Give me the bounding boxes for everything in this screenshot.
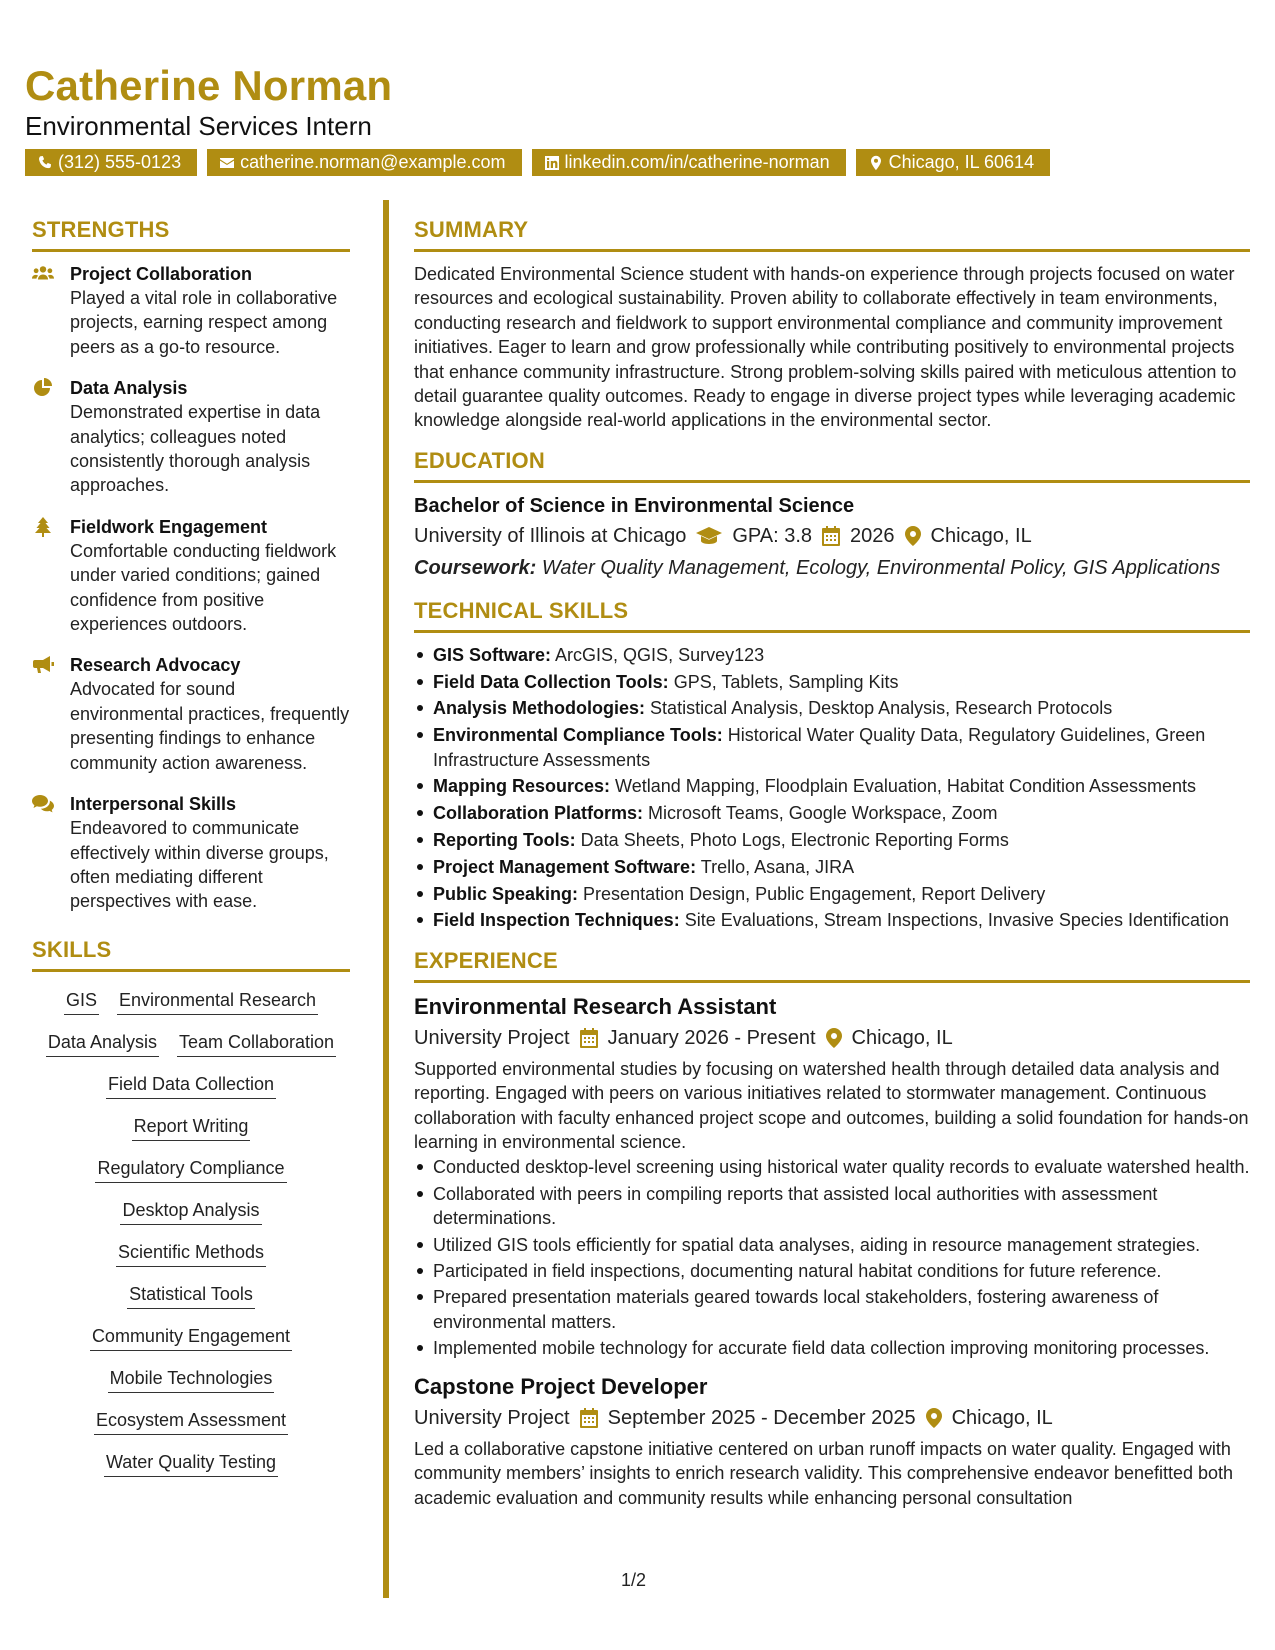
summary-heading: SUMMARY bbox=[414, 216, 1250, 252]
left-column bbox=[32, 216, 350, 1477]
degree-title: Bachelor of Science in Environmental Science bbox=[414, 494, 855, 517]
strength-item bbox=[32, 376, 350, 498]
tech-skill-value: Wetland Mapping, Floodplain Evaluation, Habitat Condition Assessments bbox=[615, 776, 1197, 797]
job-dates: September 2025 - December 2025 bbox=[607, 1406, 916, 1429]
strength-title: Project Collaboration bbox=[70, 264, 253, 284]
technical-skills-heading: TECHNICAL SKILLS bbox=[414, 597, 1250, 633]
list-item bbox=[414, 908, 1250, 932]
tech-skill-label: Project Management Software: bbox=[433, 856, 697, 877]
graduation-cap-icon bbox=[696, 526, 722, 546]
list-item: Conducted desktop-level screening using historical water quality records to evaluate watershed health. bbox=[414, 1155, 1250, 1179]
chat-bubbles-icon bbox=[32, 794, 54, 814]
job-meta bbox=[414, 1023, 1250, 1053]
skill-tag: Scientific Methods bbox=[116, 1240, 266, 1267]
job-meta bbox=[414, 1403, 1250, 1433]
skills-list bbox=[32, 984, 350, 1477]
skill-tag: Field Data Collection bbox=[106, 1072, 276, 1099]
pie-chart-icon bbox=[32, 378, 54, 398]
tech-skill-label: Analysis Methodologies: bbox=[433, 698, 646, 719]
strength-item bbox=[32, 262, 350, 359]
strength-item bbox=[32, 515, 350, 637]
envelope-icon bbox=[219, 155, 235, 171]
calendar-icon bbox=[580, 1028, 598, 1048]
experience-heading: EXPERIENCE bbox=[414, 947, 1250, 983]
job-entry bbox=[414, 1373, 1250, 1510]
education-meta bbox=[414, 521, 1250, 551]
list-item bbox=[414, 670, 1250, 694]
list-item bbox=[414, 774, 1250, 798]
education-heading: EDUCATION bbox=[414, 447, 1250, 483]
contact-email[interactable] bbox=[207, 149, 521, 176]
list-item bbox=[414, 696, 1250, 720]
contact-email-text: catherine.norman@example.com bbox=[240, 152, 506, 172]
tech-skill-value: Microsoft Teams, Google Workspace, Zoom bbox=[648, 803, 998, 824]
coursework-label: Coursework: bbox=[414, 556, 537, 579]
list-item bbox=[414, 882, 1250, 906]
map-pin-icon bbox=[905, 526, 921, 546]
map-pin-icon bbox=[926, 1408, 942, 1428]
list-item bbox=[414, 855, 1250, 879]
coursework-list: Water Quality Management, Ecology, Environmental Policy, GIS Applications bbox=[541, 556, 1221, 579]
contact-location bbox=[856, 149, 1050, 176]
strengths-heading: STRENGTHS bbox=[32, 216, 350, 252]
job-dates: January 2026 - Present bbox=[607, 1026, 816, 1049]
right-column bbox=[414, 216, 1250, 1510]
tech-skill-label: Field Data Collection Tools: bbox=[433, 671, 669, 692]
strength-title: Interpersonal Skills bbox=[70, 794, 237, 815]
strength-item bbox=[32, 653, 350, 775]
list-item: Prepared presentation materials geared towards local stakeholders, fostering awareness of environmental matters. bbox=[414, 1285, 1250, 1334]
skill-tag: Team Collaboration bbox=[177, 1030, 336, 1057]
page-number: 1/2 bbox=[621, 1570, 647, 1590]
list-item: Utilized GIS tools efficiently for spatial data analyses, aiding in resource management strategies. bbox=[414, 1233, 1250, 1257]
job-entry bbox=[414, 993, 1250, 1361]
list-item bbox=[414, 828, 1250, 852]
list-item: Participated in field inspections, documenting natural habitat conditions for future reference. bbox=[414, 1259, 1250, 1283]
job-bullets bbox=[414, 1155, 1250, 1360]
summary-text: Dedicated Environmental Science student with hands-on experience through projects focused on water resources and ecological sustainability. Proven ability to collaborate effectively in team environments, conducting research and fieldwork to support environmental compliance and community improvement initiatives. Eager to learn and grow professionally while contributing positively to environmental projects that enhance community infrastructure. Strong problem-solving skills paired with meticulous attention to detail guarantee quality outcomes. Ready to engage in diverse project types while leveraging academic knowledge alongside real-world applications in the environmental sector. bbox=[414, 264, 1237, 431]
tree-icon bbox=[32, 517, 54, 537]
skill-tag: Environmental Research bbox=[117, 988, 318, 1015]
skill-tag: Desktop Analysis bbox=[120, 1198, 261, 1225]
contact-bar bbox=[25, 149, 1250, 176]
tech-skill-value: Trello, Asana, JIRA bbox=[700, 856, 855, 877]
strength-desc: Advocated for sound environmental practices, frequently presenting findings to enhance community action awareness. bbox=[70, 679, 350, 773]
tech-skill-value: Statistical Analysis, Desktop Analysis, Research Protocols bbox=[650, 698, 1113, 719]
tech-skill-label: GIS Software: bbox=[433, 644, 552, 665]
contact-phone-text: (312) 555-0123 bbox=[58, 152, 182, 172]
list-item bbox=[414, 801, 1250, 825]
job-title: Capstone Project Developer bbox=[414, 1373, 708, 1399]
list-item: Collaborated with peers in compiling reports that assisted local authorities with assessment determinations. bbox=[414, 1182, 1250, 1231]
tech-skill-value: Historical Water Quality Data, Regulatory Guidelines, Green Infrastructure Assessments bbox=[433, 725, 1206, 770]
tech-skill-label: Collaboration Platforms: bbox=[433, 803, 644, 824]
skill-tag: Community Engagement bbox=[90, 1324, 292, 1351]
tech-skill-value: ArcGIS, QGIS, Survey123 bbox=[555, 644, 765, 665]
strength-title: Data Analysis bbox=[70, 378, 188, 399]
job-title: Environmental Research Assistant bbox=[414, 993, 777, 1019]
coursework bbox=[414, 553, 1250, 583]
tech-skill-label: Public Speaking: bbox=[433, 883, 579, 904]
skill-tag: Ecosystem Assessment bbox=[94, 1408, 288, 1435]
list-item bbox=[414, 723, 1250, 772]
strength-title: Research Advocacy bbox=[70, 655, 241, 676]
job-org: University Project bbox=[414, 1026, 570, 1049]
skills-heading: SKILLS bbox=[32, 936, 350, 972]
calendar-icon bbox=[822, 526, 840, 546]
strength-desc: Demonstrated expertise in data analytics; colleagues noted consistently thorough analysis approaches. bbox=[70, 402, 321, 496]
tech-skill-value: GPS, Tablets, Sampling Kits bbox=[673, 671, 899, 692]
strength-title: Fieldwork Engagement bbox=[70, 516, 268, 537]
strength-desc: Endeavored to communicate effectively within diverse groups, often mediating different perspectives with ease. bbox=[70, 818, 329, 912]
technical-skills-list bbox=[414, 643, 1250, 933]
contact-linkedin-text: linkedin.com/in/catherine-norman bbox=[564, 152, 830, 172]
megaphone-icon bbox=[32, 655, 54, 675]
skill-tag: Water Quality Testing bbox=[104, 1450, 278, 1477]
job-org: University Project bbox=[414, 1406, 570, 1429]
contact-phone[interactable] bbox=[25, 149, 197, 176]
skill-tag: Data Analysis bbox=[46, 1030, 159, 1057]
contact-linkedin[interactable] bbox=[532, 149, 846, 176]
tech-skill-label: Environmental Compliance Tools: bbox=[433, 725, 723, 746]
map-pin-icon bbox=[826, 1028, 842, 1048]
tech-skill-value: Site Evaluations, Stream Inspections, Invasive Species Identification bbox=[684, 910, 1230, 931]
map-pin-icon bbox=[868, 155, 884, 171]
tech-skill-value: Presentation Design, Public Engagement, Report Delivery bbox=[583, 883, 1046, 904]
skill-tag: Mobile Technologies bbox=[108, 1366, 275, 1393]
skill-tag: Report Writing bbox=[132, 1114, 251, 1141]
job-location: Chicago, IL bbox=[851, 1026, 953, 1049]
list-item: Implemented mobile technology for accurate field data collection improving monitoring processes. bbox=[414, 1336, 1250, 1360]
skill-tag: Statistical Tools bbox=[127, 1282, 255, 1309]
users-icon bbox=[32, 264, 54, 284]
contact-location-text: Chicago, IL 60614 bbox=[888, 152, 1035, 172]
skill-tag: GIS bbox=[64, 988, 99, 1015]
job-location: Chicago, IL bbox=[951, 1406, 1053, 1429]
tech-skill-value: Data Sheets, Photo Logs, Electronic Reporting Forms bbox=[580, 830, 1009, 851]
candidate-name: Catherine Norman bbox=[25, 62, 393, 109]
calendar-icon bbox=[580, 1408, 598, 1428]
phone-icon bbox=[37, 155, 53, 171]
tech-skill-label: Field Inspection Techniques: bbox=[433, 910, 680, 931]
list-item bbox=[414, 643, 1250, 667]
graduation-year: 2026 bbox=[850, 524, 895, 547]
school-location: Chicago, IL bbox=[930, 524, 1032, 547]
linkedin-icon bbox=[544, 155, 560, 171]
skill-tag: Regulatory Compliance bbox=[95, 1156, 286, 1183]
candidate-role: Environmental Services Intern bbox=[25, 111, 372, 141]
tech-skill-label: Mapping Resources: bbox=[433, 776, 611, 797]
strength-desc: Played a vital role in collaborative projects, earning respect among peers as a go-to resource. bbox=[70, 288, 338, 357]
job-description: Supported environmental studies by focusing on watershed health through detailed data analysis and reporting. Engaged with peers on various initiatives related to stormwater management. Continuous collaboration with faculty enhanced project scope and outcomes, building a solid foundation for hands-on learning in environmental science. bbox=[414, 1058, 1249, 1153]
strength-item bbox=[32, 792, 350, 914]
strength-desc: Comfortable conducting fieldwork under varied conditions; gained confidence from positive experiences outdoors. bbox=[70, 540, 337, 635]
tech-skill-label: Reporting Tools: bbox=[433, 830, 576, 851]
resume-header bbox=[25, 62, 1250, 176]
school-name: University of Illinois at Chicago bbox=[414, 524, 687, 547]
job-description: Led a collaborative capstone initiative centered on urban runoff impacts on water quality. Engaged with community members’ insights to enrich research validity. This comprehensive endeavor benefitted both academic evaluation and community results while enhancing personal consultation bbox=[414, 1438, 1234, 1508]
gpa: GPA: 3.8 bbox=[732, 524, 813, 547]
column-divider bbox=[383, 200, 389, 1598]
